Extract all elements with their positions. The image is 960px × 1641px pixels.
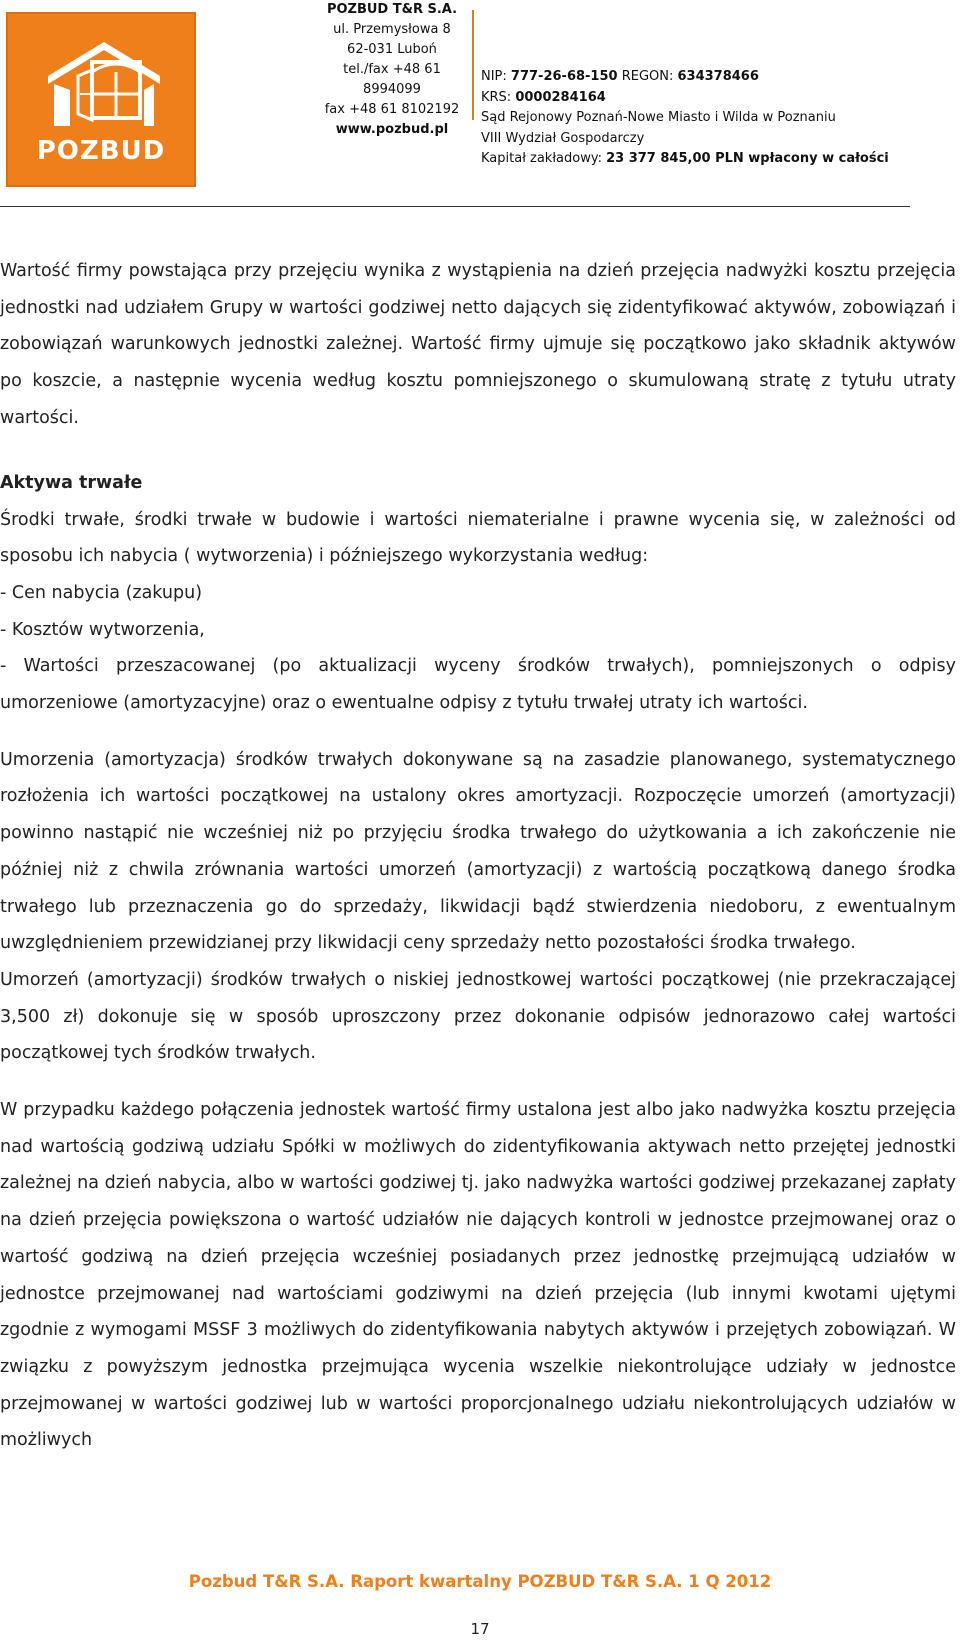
paragraph-low-value-assets: Umorzeń (amortyzacji) środków trwałych o niskiej jednostkowej wartości początkowej (nie przekraczającej 3,500 zł) dokonuje się w sposób uproszczony przez dokonanie odpisów jednorazowo całej wartości początkowej tych środków trwałych. <box>0 969 956 1064</box>
logo-wordmark: POZBUD <box>36 136 166 166</box>
page-number: 17 <box>470 1620 490 1638</box>
regon-label: REGON: <box>617 69 678 84</box>
phone: tel./fax +48 61 8994099 <box>343 62 441 97</box>
nip-label: NIP: <box>481 69 511 84</box>
company-name: POZBUD T&R S.A. <box>326 2 458 17</box>
list-item: - Cen nabycia (zakupu) <box>0 582 203 603</box>
report-footer: Pozbud T&R S.A. Raport kwartalny POZBUD T&R S.A. 1 Q 2012 <box>188 1572 772 1591</box>
letterhead <box>0 0 960 215</box>
website-link[interactable]: www.pozbud.pl <box>335 122 449 137</box>
capital-value: 23 377 845,00 PLN wpłacony w całości <box>606 151 889 166</box>
pozbud-logo <box>6 12 196 187</box>
krs-value: 0000284164 <box>515 89 606 105</box>
list-item: - Kosztów wytworzenia, <box>0 619 205 640</box>
nip-regon <box>481 67 951 88</box>
regon-value: 634378466 <box>677 69 759 84</box>
nip-value: 777-26-68-150 <box>510 69 618 84</box>
header-divider <box>472 10 474 120</box>
section-heading: Aktywa trwałe <box>0 472 143 493</box>
krs <box>481 88 951 109</box>
list-item: - Wartości przeszacowanej (po aktualizacji wyceny środków trwałych), pomniejszonych o odpisy umorzeniowe (amortyzacyjne) oraz o ewentualne odpisy z tytułu trwałej utraty ich wartości. <box>0 656 956 714</box>
header-rule <box>0 206 910 207</box>
capital-label: Kapitał zakładowy: <box>481 151 607 166</box>
registration-info <box>481 67 951 170</box>
fax: fax +48 61 8102192 <box>324 102 460 117</box>
city: 62-031 Luboń <box>347 42 437 57</box>
court: Sąd Rejonowy Poznań-Nowe Miasto i Wilda w Poznaniu <box>481 110 836 125</box>
division: VIII Wydział Gospodarczy <box>481 130 645 146</box>
street: ul. Przemysłowa 8 <box>333 22 451 37</box>
paragraph-business-combination: W przypadku każdego połączenia jednostek wartość firmy ustalona jest albo jako nadwyżka kosztu przejęcia nad wartością godziwą udziału Spółki w możliwych do zidentyfikowania aktywach netto przejętej jednostki zależnej na dzień nabycia, albo w wartości godziwej tj. jako nadwyżka wartości godziwej przekazanej zapłaty na dzień przejęcia powiększona o wartość udziałów nie dających kontroli w jednostce przejmowanej oraz o wartość godziwą na dzień przejęcia wcześniej posiadanych przez jednostkę przejmującą udziałów w jednostce przejmowanej nad wartościami godziwymi na dzień przejęcia (lub innymi kwotami ujętymi zgodnie z wymogami MSSF 3 możliwych do zidentyfikowania nabytych aktywów i przejętych zobowiązań. W związku z powyższym jednostka przejmująca wycenia wszelkie niekontrolujące udziały w jednostce przejmowanej w wartości godziwej lub w wartości proporcjonalnego udziału niekontrolujących udziałów w możliwych <box>0 1100 956 1451</box>
paragraph-fixed-assets: Środki trwałe, środki trwałe w budowie i wartości niematerialne i prawne wycenia się, w zależności od sposobu ich nabycia ( wytworzenia) i późniejszego wykorzystania według: <box>0 509 956 567</box>
document-body <box>0 253 956 1459</box>
company-address <box>316 0 468 140</box>
krs-label: KRS: <box>481 89 516 105</box>
paragraph-goodwill: Wartość firmy powstająca przy przejęciu wynika z wystąpienia na dzień przejęcia nadwyżki kosztu przejęcia jednostki nad udziałem Grupy w wartości godziwej netto dających się zidentyfikować aktywów, zobowiązań i zobowiązań warunkowych jednostki zależnej. Wartość firmy ujmuje się początkowo jako składnik aktywów po koszcie, a następnie wycenia według kosztu pomniejszonego o skumulowaną stratę z tytułu utraty wartości. <box>0 261 956 428</box>
paragraph-depreciation: Umorzenia (amortyzacja) środków trwałych dokonywane są na zasadzie planowanego, systematycznego rozłożenia ich wartości początkowej na ustalony okres amortyzacji. Rozpoczęcie umorzeń (amortyzacji) powinno nastąpić nie wcześniej niż po przyjęciu środka trwałego do użytkowania a ich zakończenie nie później niż z chwila zrównania wartości umorzeń (amortyzacji) z wartością początkową danego środka trwałego lub przeznaczenia go do sprzedaży, likwidacji bądź stwierdzenia niedoboru, z ewentualnym uwzględnieniem przewidzianej przy likwidacji ceny sprzedaży netto pozostałości środka trwałego. <box>0 749 956 954</box>
capital <box>481 149 951 170</box>
